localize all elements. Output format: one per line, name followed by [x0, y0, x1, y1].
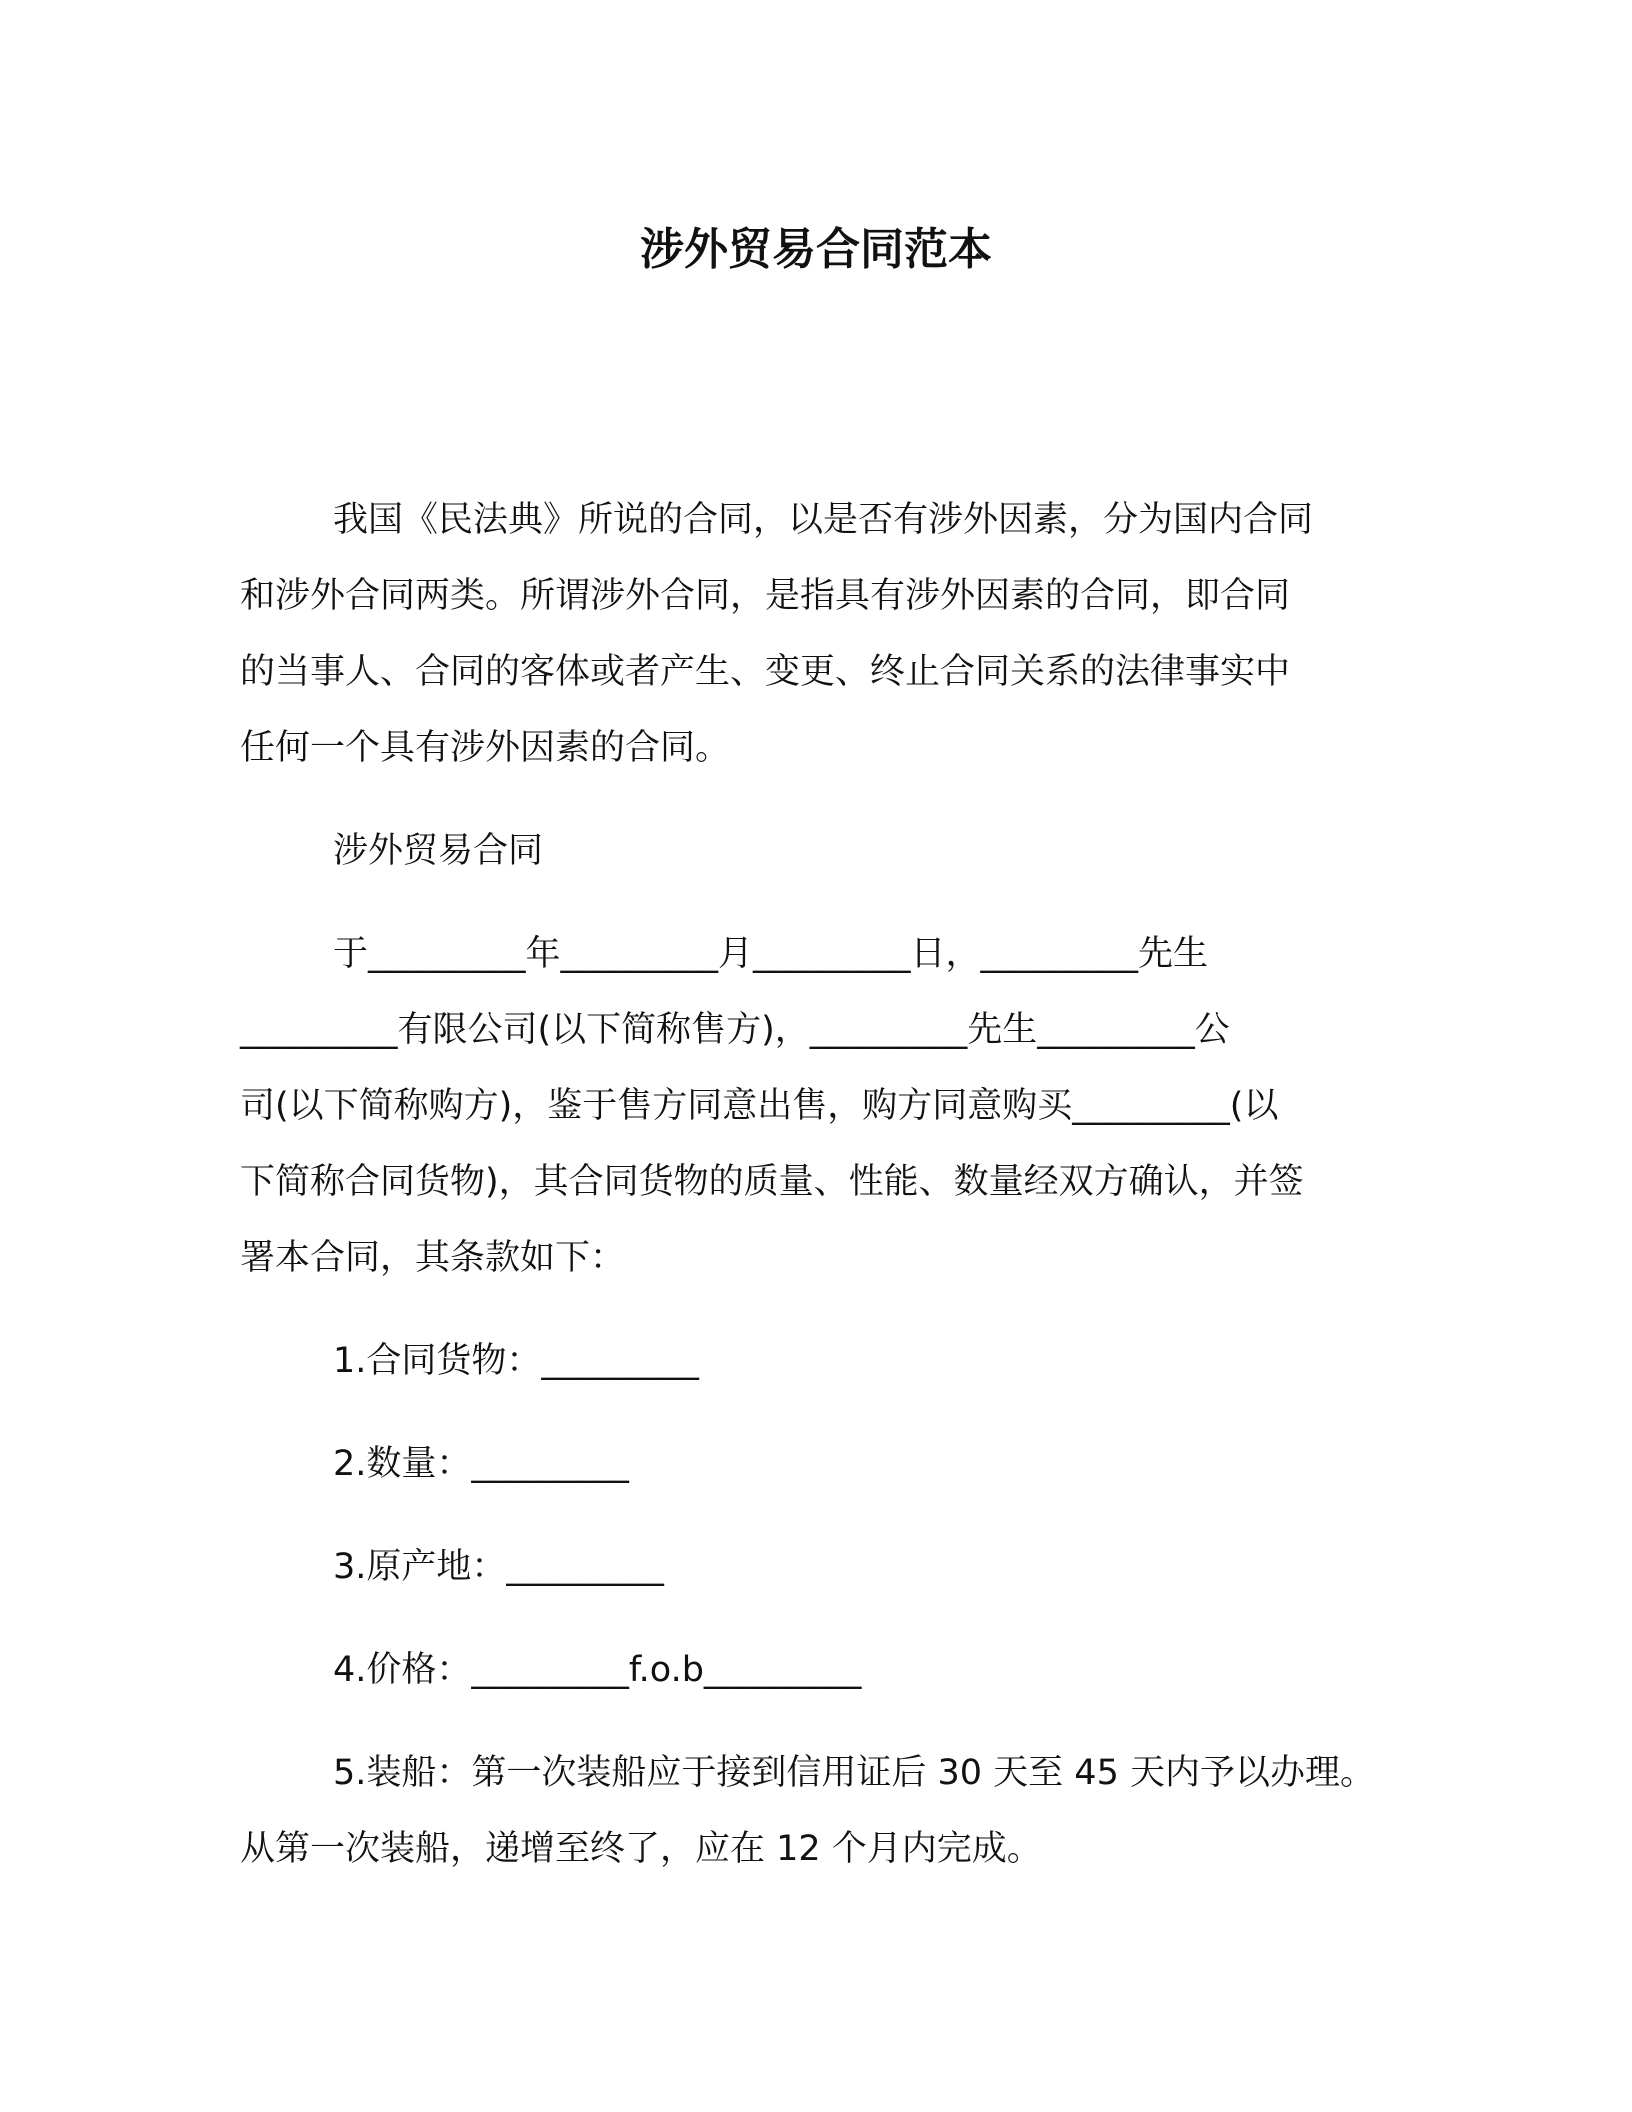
document-body	[240, 482, 1420, 1914]
clause-shipment	[240, 1735, 1420, 1887]
contract-preamble	[240, 916, 1420, 1296]
text-line: 司(以下简称购方)，鉴于售方同意出售，购方同意购买_________(以	[240, 1086, 1279, 1126]
clause-goods	[240, 1323, 1420, 1399]
text-line: 我国《民法典》所说的合同，以是否有涉外因素，分为国内合同	[333, 500, 1314, 540]
text-line: 3.原产地：_________	[333, 1547, 664, 1587]
text-line: 2.数量：_________	[333, 1444, 629, 1484]
text-line: 任何一个具有涉外因素的合同。	[240, 728, 731, 768]
text-line: 从第一次装船，递增至终了，应在 12 个月内完成。	[240, 1829, 1042, 1869]
text-line: 和涉外合同两类。所谓涉外合同，是指具有涉外因素的合同，即合同	[240, 576, 1291, 616]
text-line: 涉外贸易合同	[333, 831, 544, 871]
intro-paragraph	[240, 482, 1420, 786]
contract-heading	[240, 813, 1420, 889]
text-line: _________有限公司(以下简称售方)，_________先生_________公	[240, 1010, 1230, 1050]
text-line: 署本合同，其条款如下：	[240, 1238, 626, 1278]
text-line: 5.装船：第一次装船应于接到信用证后 30 天至 45 天内予以办理。	[333, 1753, 1375, 1793]
text-line: 1.合同货物：_________	[333, 1341, 699, 1381]
text-line: 的当事人、合同的客体或者产生、变更、终止合同关系的法律事实中	[240, 652, 1291, 692]
clause-quantity	[240, 1426, 1420, 1502]
clause-price	[240, 1632, 1420, 1708]
text-line: 下简称合同货物)，其合同货物的质量、性能、数量经双方确认，并签	[240, 1162, 1304, 1202]
clause-origin	[240, 1529, 1420, 1605]
document-title: 涉外贸易合同范本	[640, 224, 992, 275]
text-line: 4.价格：_________f.o.b_________	[333, 1650, 862, 1690]
text-line: 于_________年_________月_________日，_________先生	[333, 934, 1209, 974]
